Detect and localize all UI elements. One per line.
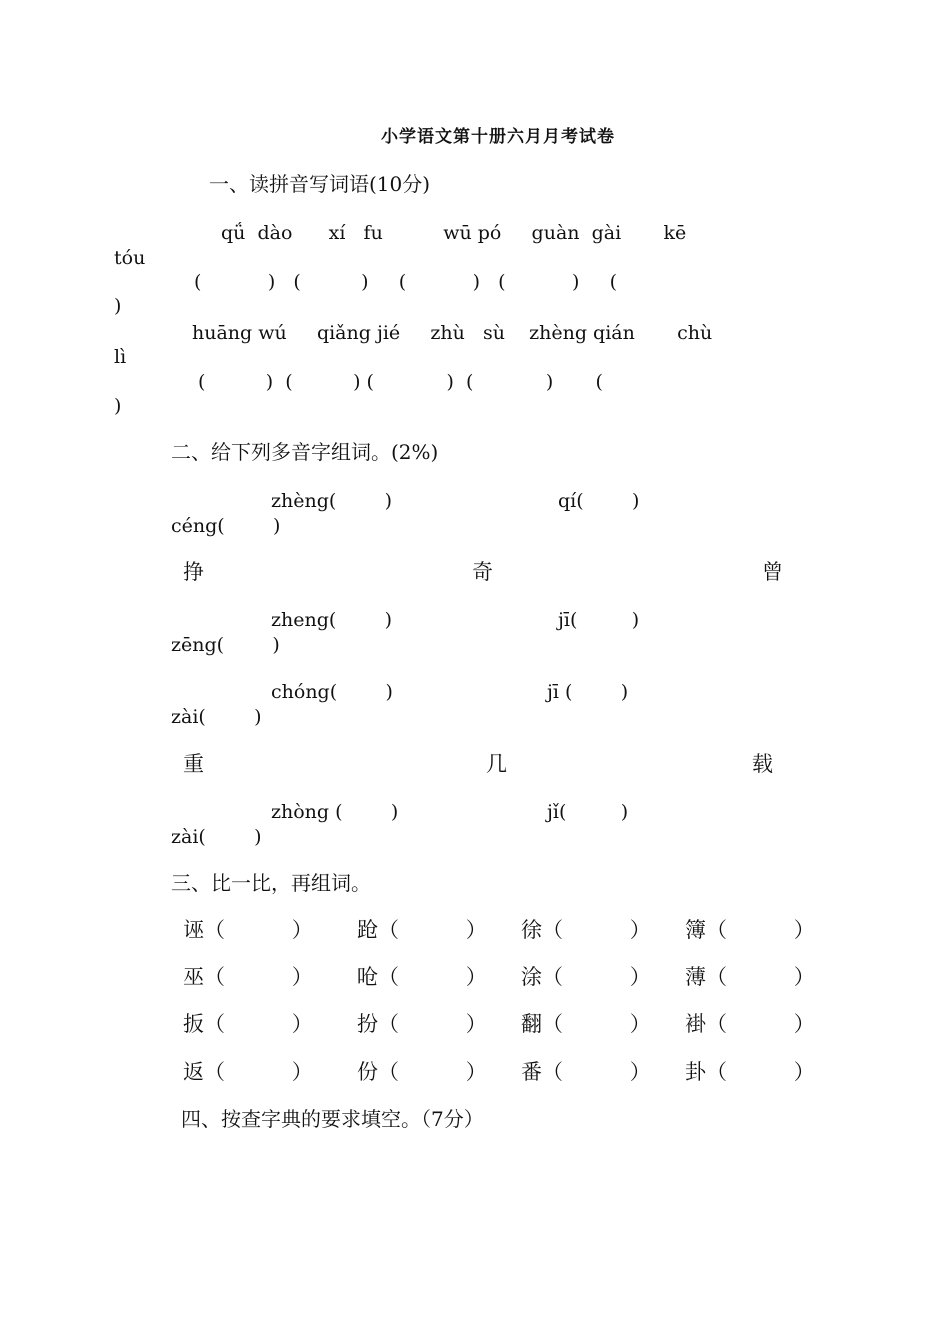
compare-item[interactable]: 返（ ） (183, 1060, 313, 1084)
polyphone-blank[interactable]: jī ( ) (547, 681, 629, 703)
compare-item[interactable]: 褂（ ） (685, 1012, 815, 1036)
compare-item[interactable]: 呛（ ） (357, 965, 487, 989)
compare-item[interactable]: 徐（ ） (521, 918, 651, 942)
compare-item[interactable]: 扮（ ） (357, 1012, 487, 1036)
compare-item[interactable]: 薄（ ） (685, 965, 815, 989)
compare-item[interactable]: 番（ ） (521, 1060, 651, 1084)
polyphone-blank[interactable]: zēng( ) (171, 634, 280, 656)
pinyin-row-1: qǘ dào xí fu wū pó guàn gài kē (221, 222, 687, 244)
answer-blanks-row-2[interactable]: ( ) ( ) ( ) ( ) ( (198, 371, 603, 393)
polyphone-blank[interactable]: chóng( ) (271, 681, 393, 703)
polyphone-blank[interactable]: zài( ) (171, 826, 262, 848)
compare-item[interactable]: 簿（ ） (685, 918, 815, 942)
polyphone-char: 几 (486, 752, 507, 776)
answer-blanks-row-1-wrap: ) (114, 295, 122, 317)
section-4-heading: 四、按查字典的要求填空。（7分） (181, 1107, 484, 1131)
compare-item[interactable]: 翻（ ） (521, 1012, 651, 1036)
section-1-heading: 一、读拼音写词语(10分) (209, 172, 431, 196)
polyphone-blank[interactable]: qí( ) (558, 490, 640, 512)
polyphone-char: 奇 (472, 560, 493, 584)
section-3-heading: 三、比一比，再组词。 (171, 871, 371, 895)
compare-item[interactable]: 诬（ ） (183, 918, 313, 942)
answer-blanks-row-2-wrap: ) (114, 395, 122, 417)
polyphone-blank[interactable]: zheng( ) (271, 609, 393, 631)
polyphone-char: 挣 (183, 560, 204, 584)
polyphone-char: 重 (183, 752, 204, 776)
polyphone-char: 载 (752, 752, 773, 776)
compare-item[interactable]: 涂（ ） (521, 965, 651, 989)
polyphone-blank[interactable]: jī( ) (558, 609, 640, 631)
compare-item[interactable]: 跄（ ） (357, 918, 487, 942)
pinyin-row-1-wrap: tóu (114, 247, 146, 269)
polyphone-blank[interactable]: jǐ( ) (547, 801, 629, 823)
polyphone-blank[interactable]: zài( ) (171, 706, 262, 728)
pinyin-row-2-wrap: lì (114, 346, 127, 368)
section-2-heading: 二、给下列多音字组词。(2%) (171, 440, 439, 464)
compare-item[interactable]: 份（ ） (357, 1060, 487, 1084)
pinyin-row-2: huāng wú qiǎng jié zhù sù zhèng qián chù (192, 322, 713, 344)
page-title: 小学语文第十册六月月考试卷 (381, 127, 615, 147)
answer-blanks-row-1[interactable]: ( ) ( ) ( ) ( ) ( (194, 271, 618, 293)
compare-item[interactable]: 扳（ ） (183, 1012, 313, 1036)
polyphone-char: 曾 (762, 560, 783, 584)
polyphone-blank[interactable]: céng( ) (171, 515, 281, 537)
compare-item[interactable]: 巫（ ） (183, 965, 313, 989)
polyphone-blank[interactable]: zhòng ( ) (271, 801, 399, 823)
polyphone-blank[interactable]: zhèng( ) (271, 490, 393, 512)
compare-item[interactable]: 卦（ ） (685, 1060, 815, 1084)
